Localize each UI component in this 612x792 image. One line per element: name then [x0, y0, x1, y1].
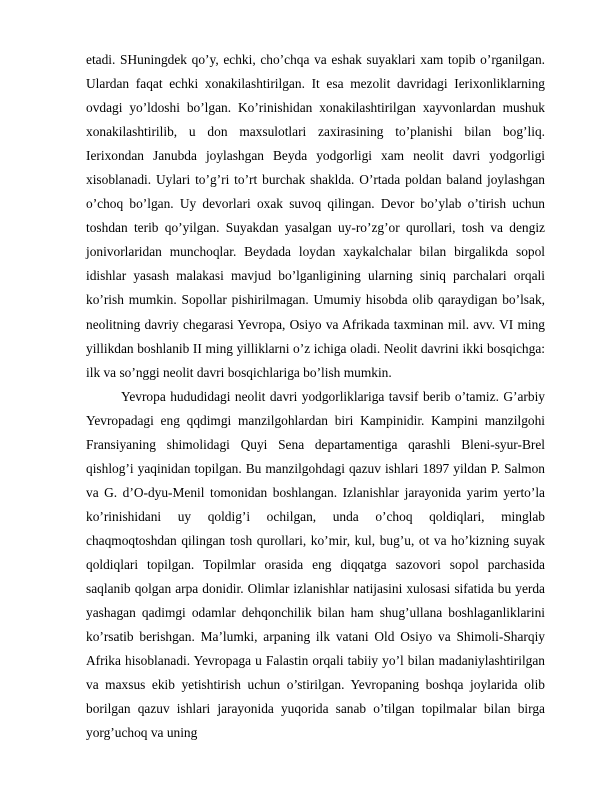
document-body — [86, 48, 545, 745]
paragraph-continuation: etadi. SHuningdek qo’y, echki, cho’chqa va eshak suyaklari xam topib o’rganilgan. Ulardan faqat echki xonakilashtirilgan. It esa mezolit davridagi Ierixonliklarning ovdagi yo’ldoshi bo’lgan. Ko’rinishidan xonakilashtirilgan xayvonlardan mushuk xonakilashtirilib, u don maxsulotlari zaxirasining to’planishi bilan bog’liq. Ierixondan Janubda joylashgan Beyda yodgorligi xam neolit davri yodgorligi xisoblanadi. Uylari to’g’ri to’rt burchak shaklda. O’rtada poldan baland joylashgan o’choq bo’lgan. Uy devorlari oxak suvoq qilingan. Devor bo’ylab o’tirish uchun toshdan terib qo’yilgan. Suyakdan yasalgan uy-ro’zg’or qurollari, tosh va dengiz jonivorlaridan munchoqlar. Beydada loydan xaykalchalar bilan birgalikda sopol idishlar yasash malakasi mavjud bo’lganligining ularning siniq parchalari orqali ko’rish mumkin. Sopollar pishirilmagan. Umumiy hisobda olib qaraydigan bo’lsak, neolitning davriy chegarasi Yevropa, Osiyo va Afrikada taxminan mil. avv. VI ming yillikdan boshlanib II ming yilliklarni o’z ichiga oladi. Neolit davrini ikki bosqichga: ilk va so’nggi neolit davri bosqichlariga bo’lish mumkin. — [86, 52, 545, 380]
paragraph-europe-neolithic: Yevropa hududidagi neolit davri yodgorliklariga tavsif berib o’tamiz. G’arbiy Yevropadagi eng qqdimgi manzilgohlardan biri Kampinidir. Kampini manzilgohi Fransiyaning shimolidagi Quyi Sena departamentiga qarashli Bleni-syur-Brel qishlog’i yaqinidan topilgan. Bu manzilgohdagi qazuv ishlari 1897 yildan P. Salmon va G. d’O-dyu-Menil tomonidan boshlangan. Izlanishlar jarayonida yarim yerto’la ko’rinishidani uy qoldig’i ochilgan, unda o’choq qoldiqlari, minglab chaqmoqtoshdan qilingan tosh qurollari, ko’mir, kul, bug’u, ot va ho’kizning suyak qoldiqlari topilgan. Topilmlar orasida eng diqqatga sazovori sopol parchasida saqlanib qolgan arpa donidir. Olimlar izlanishlar natijasini xulosasi sifatida bu yerda yashagan qadimgi odamlar dehqonchilik bilan ham shug’ullana boshlaganliklarini ko’rsatib berishgan. Ma’lumki, arpaning ilk vatani Old Osiyo va Shimoli-Sharqiy Afrika hisoblanadi. Yevropaga u Falastin orqali tabiiy yo’l bilan madaniylashtirilgan va maxsus ekib yetishtirish uchun o’stirilgan. Yevropaning boshqa joylarida olib borilgan qazuv ishlari jarayonida yuqorida sanab o’tilgan topilmalar bilan birga yorg’uchoq va uning — [86, 388, 545, 741]
